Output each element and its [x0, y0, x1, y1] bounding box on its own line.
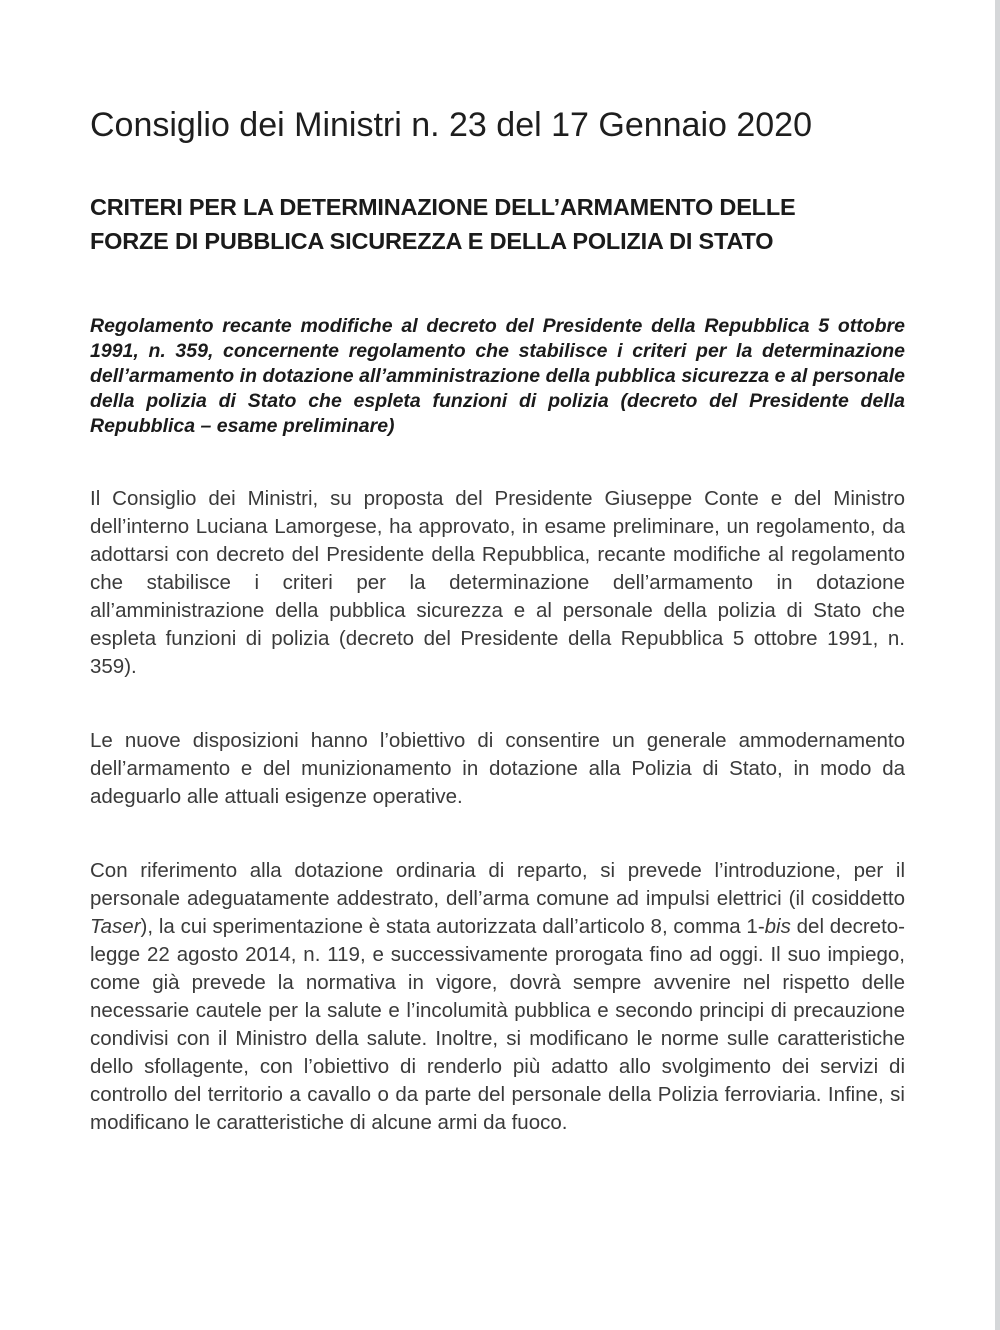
- body-paragraph-3: [90, 857, 905, 1137]
- paragraph-3-segment-4-italic-bis: bis: [764, 915, 791, 939]
- paragraph-3-segment-3: ), la cui sperimentazione è stata autorizzata dall’articolo 8, comma 1-: [140, 915, 765, 939]
- document-subtitle-line-2: FORZE DI PUBBLICA SICUREZZA E DELLA POLIZIA DI STATO: [90, 228, 774, 255]
- document-subtitle-line-1: CRITERI PER LA DETERMINAZIONE DELL’ARMAMENTO DELLE: [90, 194, 796, 221]
- body-paragraph-2: Le nuove disposizioni hanno l’obiettivo di consentire un generale ammodernamento dell’armamento e del munizionamento in dotazione alla Polizia di Stato, in modo da adeguarlo alle attuali esigenze operative.: [90, 729, 905, 809]
- paragraph-3-segment-5: del decreto-legge 22 agosto 2014, n. 119, e successivamente prorogata fino ad oggi. Il suo impiego, come già prevede la normativa in vigore, dovrà sempre avvenire nel rispetto delle necessarie cautele per la salute e l’incolumità pubblica e secondo principi di precauzione condivisi con il Ministro della salute. Inoltre, si modificano le norme sulle caratteristiche dello sfollagente, con l’obiettivo di renderlo più adatto allo svolgimento dei servizi di controllo del territorio a cavallo o da parte del personale della Polizia ferroviaria. Infine, si modificano le caratteristiche di alcune armi da fuoco.: [90, 915, 905, 1135]
- paragraph-3-segment-1: Con riferimento alla dotazione ordinaria di reparto, si prevede l’introduzione, per il personale adeguatamente addestrato, dell’arma comune ad impulsi elettrici (il cosiddetto: [90, 859, 905, 911]
- document-title: Consiglio dei Ministri n. 23 del 17 Gennaio 2020: [90, 106, 813, 144]
- body-paragraph-1: Il Consiglio dei Ministri, su proposta del Presidente Giuseppe Conte e del Ministro dell’interno Luciana Lamorgese, ha approvato, in esame preliminare, un regolamento, da adottarsi con decreto del Presidente della Repubblica, recante modifiche al regolamento che stabilisce i criteri per la determinazione dell’armamento in dotazione all’amministrazione della pubblica sicurezza e al personale della polizia di Stato che espleta funzioni di polizia (decreto del Presidente della Repubblica 5 ottobre 1991, n. 359).: [90, 487, 905, 679]
- page-right-edge: [995, 0, 1000, 1330]
- paragraph-3-segment-2-italic-taser: Taser: [90, 915, 141, 939]
- document-subtitle: [90, 190, 905, 258]
- document-abstract: Regolamento recante modifiche al decreto del Presidente della Repubblica 5 ottobre 1991, n. 359, concernente regolamento che stabilisce i criteri per la determinazione dell’armamento in dotazione all’amministrazione della pubblica sicurezza e al personale della polizia di Stato che espleta funzioni di polizia (decreto del Presidente della Repubblica – esame preliminare): [90, 315, 905, 438]
